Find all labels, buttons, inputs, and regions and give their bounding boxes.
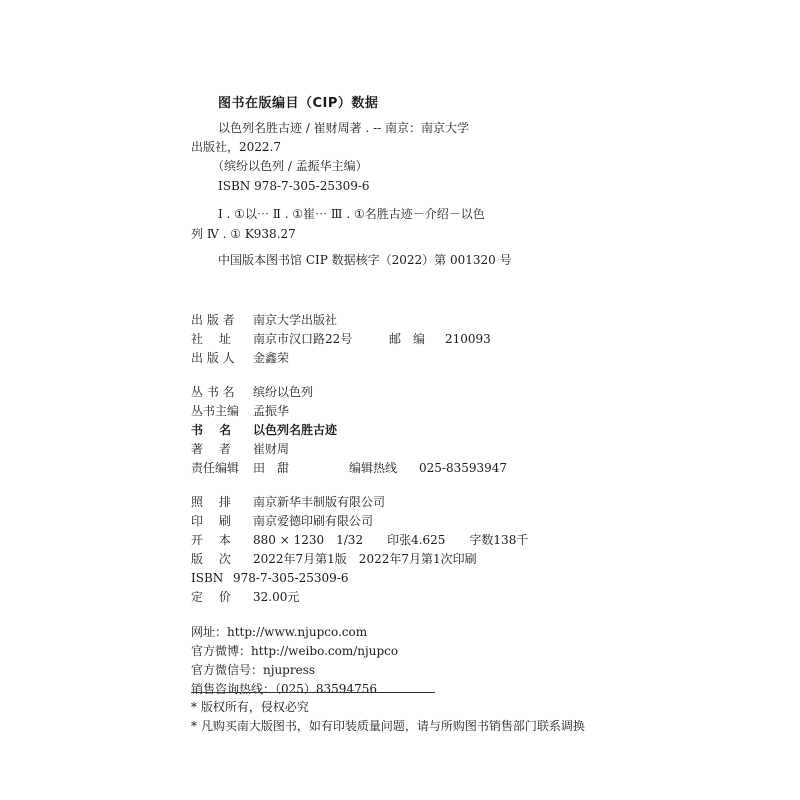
typeset-label: 照 排 [191,495,231,509]
series-editor-row [191,403,289,419]
edition-label: 版 次 [191,552,231,566]
book-title-row [191,422,337,438]
editor-hotline-label: 编辑热线 [349,461,398,475]
publisher-person-label: 出 版 人 [191,351,235,365]
price-value: 32.00元 [253,590,300,604]
address-row [191,331,491,347]
isbn-row [191,570,348,586]
postcode-value: 210093 [445,332,491,346]
responsible-editor-value: 田 甜 [253,461,290,475]
book-title-value: 以色列名胜古迹 [253,423,338,437]
publisher-value: 南京大学出版社 [253,313,338,327]
wechat-line: 官方微信号：njupress [191,663,316,677]
format-value: 880 × 1230 1/32 印张4.625 字数138千 [253,533,529,547]
copyright-note: * 版权所有，侵权必究 [191,700,309,714]
publisher-label: 出 版 者 [191,313,235,327]
publisher-person-row [191,350,289,366]
author-value: 崔财周 [253,442,290,456]
website-line: 网址：http://www.njupco.com [191,625,368,639]
divider-rule [191,692,435,693]
cip-line-2: 出版社，2022.7 [191,140,281,154]
series-value: 缤纷以色列 [253,385,314,399]
format-row [191,532,528,548]
responsible-editor-label: 责任编辑 [191,461,240,475]
typeset-row [191,494,385,510]
printer-row [191,513,373,529]
cip-line-7: 中国版本图书馆 CIP 数据核字（2022）第 001320 号 [218,253,512,267]
isbn-label: ISBN [191,571,224,585]
cip-line-5: Ⅰ . ①以⋯ Ⅱ . ①崔⋯ Ⅲ . ①名胜古迹－介绍－以色 [218,207,485,221]
book-title-label: 书 名 [191,423,232,437]
editor-hotline-value: 025-83593947 [419,461,508,475]
printer-label: 印 刷 [191,514,231,528]
publisher-row [191,312,337,328]
address-label: 社 址 [191,332,231,346]
quality-note: * 凡购买南大版图书，如有印装质量问题，请与所购图书销售部门联系调换 [191,719,585,733]
author-label: 著 者 [191,442,231,456]
responsible-editor-row [191,460,507,476]
publisher-person-value: 金鑫荣 [253,351,290,365]
series-label: 丛 书 名 [191,385,235,399]
postcode-label: 邮 编 [389,332,426,346]
typeset-value: 南京新华丰制版有限公司 [253,495,386,509]
cip-title: 图书在版编目（CIP）数据 [218,96,379,111]
sales-hotline-line: 销售咨询热线：（025）83594756 [191,682,377,696]
cip-line-3: （缤纷以色列 / 孟振华主编） [212,159,368,173]
address-value: 南京市汉口路22号 [253,332,353,346]
weibo-line: 官方微博：http://weibo.com/njupco [191,644,399,658]
series-editor-value: 孟振华 [253,404,290,418]
edition-row [191,551,477,567]
printer-value: 南京爱德印刷有限公司 [253,514,374,528]
cip-line-6: 列 Ⅳ . ① K938.27 [191,227,296,241]
author-row [191,441,289,457]
price-label: 定 价 [191,590,231,604]
series-row [191,384,313,400]
cip-line-4: ISBN 978-7-305-25309-6 [218,179,370,193]
series-editor-label: 丛书主编 [191,404,240,418]
cip-line-1: 以色列名胜古迹 / 崔财周著 . -- 南京：南京大学 [218,121,470,135]
edition-value: 2022年7月第1版 2022年7月第1次印刷 [253,552,477,566]
format-label: 开 本 [191,533,231,547]
price-row [191,589,299,605]
isbn-value: 978-7-305-25309-6 [233,571,349,585]
